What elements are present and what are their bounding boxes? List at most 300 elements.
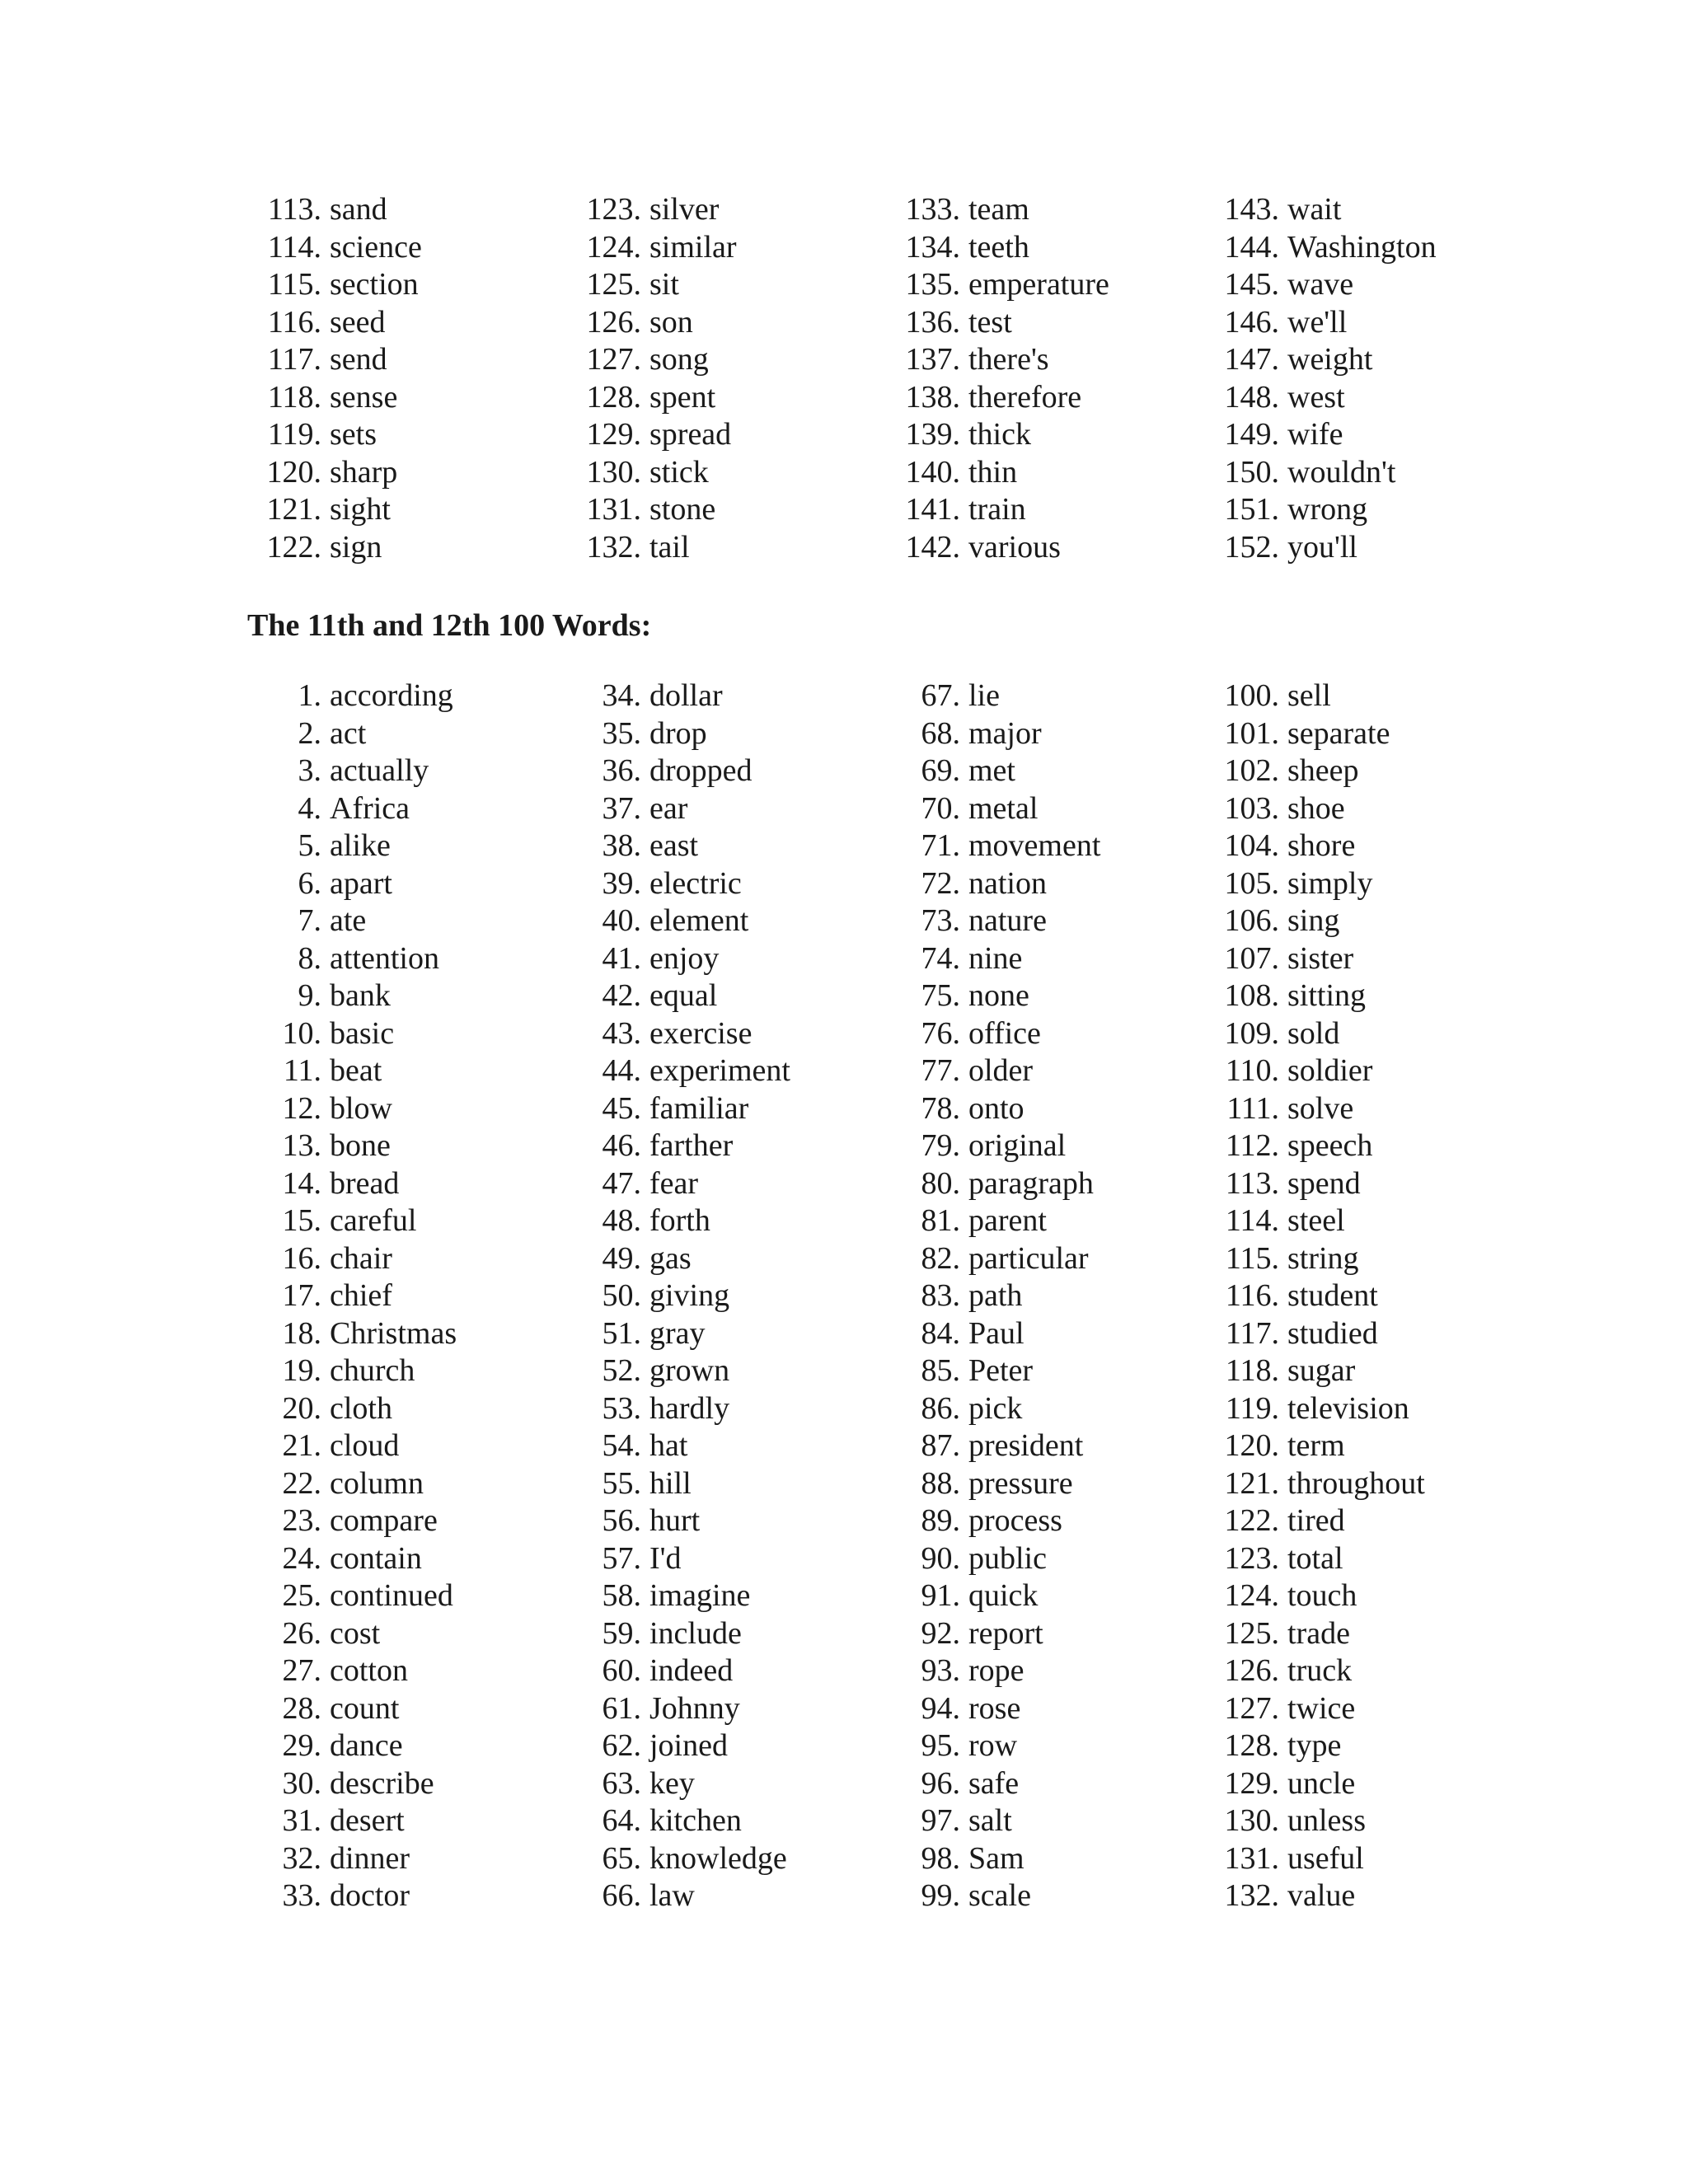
list-item	[1205, 529, 1437, 567]
list-item	[567, 1877, 790, 1915]
item-word: dollar	[649, 678, 723, 713]
item-number: 33.	[282, 1878, 321, 1913]
item-word: imagine	[649, 1578, 751, 1613]
list-item	[886, 266, 1109, 304]
item-number: 125.	[586, 267, 641, 302]
item-number: 16.	[282, 1240, 321, 1276]
list-item	[247, 715, 457, 753]
item-number: 125.	[1224, 1615, 1279, 1651]
list-item	[567, 1277, 790, 1315]
item-word: sit	[649, 267, 679, 302]
item-word: song	[649, 342, 709, 377]
list-item	[567, 1652, 790, 1690]
item-word: nature	[968, 903, 1047, 938]
list-item	[247, 1015, 457, 1053]
item-word: sugar	[1287, 1353, 1356, 1388]
item-word: contain	[330, 1540, 422, 1576]
list-item	[1205, 454, 1437, 492]
item-number: 97.	[921, 1803, 960, 1838]
list-item	[1205, 1540, 1425, 1578]
list-item	[1205, 1877, 1425, 1915]
item-word: major	[968, 715, 1042, 751]
list-item	[886, 304, 1109, 342]
item-word: dinner	[330, 1840, 410, 1876]
list-item	[886, 1127, 1100, 1165]
item-number: 106.	[1224, 903, 1279, 938]
list-item	[886, 1015, 1100, 1053]
list-item	[1205, 1052, 1425, 1090]
list-item	[247, 940, 457, 978]
list-item	[247, 1540, 457, 1578]
list-item	[1205, 790, 1425, 828]
item-word: I'd	[649, 1540, 682, 1576]
item-word: gas	[649, 1240, 692, 1276]
item-word: total	[1287, 1540, 1343, 1576]
item-number: 92.	[921, 1615, 960, 1651]
list-item	[886, 1090, 1100, 1128]
list-item	[886, 1652, 1100, 1690]
item-number: 151.	[1224, 492, 1279, 527]
item-word: truck	[1287, 1653, 1353, 1688]
item-word: simply	[1287, 865, 1373, 901]
item-word: president	[968, 1428, 1084, 1463]
item-number: 61.	[602, 1690, 641, 1726]
item-word: count	[330, 1690, 400, 1726]
list-item	[567, 1802, 790, 1840]
list-item	[886, 1540, 1100, 1578]
item-number: 113.	[1225, 1165, 1279, 1201]
list-item	[567, 491, 737, 529]
item-number: 108.	[1224, 978, 1279, 1013]
list-item	[567, 266, 737, 304]
item-word: throughout	[1287, 1465, 1425, 1501]
list-item	[247, 1652, 457, 1690]
item-number: 116.	[1225, 1278, 1279, 1313]
item-word: student	[1287, 1278, 1378, 1313]
item-number: 146.	[1224, 304, 1279, 340]
list-item	[247, 454, 422, 492]
item-word: attention	[330, 940, 439, 976]
item-number: 15.	[282, 1203, 321, 1238]
list-item	[247, 1090, 457, 1128]
item-word: doctor	[330, 1878, 410, 1913]
top-column-4	[1205, 191, 1437, 566]
list-item	[247, 1165, 457, 1203]
item-word: sense	[330, 379, 398, 415]
list-item	[886, 454, 1109, 492]
item-number: 112.	[1225, 1128, 1279, 1163]
list-item	[886, 1765, 1100, 1803]
item-word: speech	[1287, 1128, 1373, 1163]
list-item	[886, 752, 1100, 790]
item-word: cloud	[330, 1428, 400, 1463]
item-number: 102.	[1224, 753, 1279, 788]
list-item	[567, 1202, 790, 1240]
list-item	[567, 752, 790, 790]
item-number: 119.	[267, 417, 321, 452]
item-number: 40.	[602, 903, 641, 938]
item-word: unless	[1287, 1803, 1366, 1838]
list-item	[567, 1090, 790, 1128]
list-item	[247, 491, 422, 529]
list-item	[1205, 902, 1425, 940]
list-item	[567, 1052, 790, 1090]
item-number: 132.	[586, 529, 641, 565]
item-word: separate	[1287, 715, 1390, 751]
item-word: twice	[1287, 1690, 1356, 1726]
list-item	[886, 416, 1109, 454]
list-item	[1205, 1202, 1425, 1240]
item-word: giving	[649, 1278, 730, 1313]
item-number: 124.	[1224, 1578, 1279, 1613]
item-number: 122.	[1224, 1503, 1279, 1538]
list-item	[567, 827, 790, 865]
list-item	[567, 1502, 790, 1540]
item-number: 69.	[921, 753, 960, 788]
list-item	[567, 1690, 790, 1728]
list-item	[247, 341, 422, 379]
item-number: 27.	[282, 1653, 321, 1688]
list-item	[567, 1765, 790, 1803]
item-word: met	[968, 753, 1015, 788]
item-number: 75.	[921, 978, 960, 1013]
item-word: alike	[330, 828, 391, 863]
item-word: hat	[649, 1428, 688, 1463]
top-column-3	[886, 191, 1109, 566]
item-number: 38.	[602, 828, 641, 863]
item-word: row	[968, 1728, 1018, 1763]
item-word: wait	[1287, 192, 1342, 227]
list-item	[886, 1465, 1100, 1503]
item-number: 114.	[1225, 1203, 1279, 1238]
list-item	[247, 1615, 457, 1653]
item-number: 93.	[921, 1653, 960, 1688]
item-number: 54.	[602, 1428, 641, 1463]
item-number: 135.	[905, 267, 960, 302]
item-word: hill	[649, 1465, 692, 1501]
item-word: hardly	[649, 1390, 730, 1426]
item-number: 25.	[282, 1578, 321, 1613]
item-number: 79.	[921, 1128, 960, 1163]
top-column-1	[247, 191, 422, 566]
item-number: 73.	[921, 903, 960, 938]
item-word: seed	[330, 304, 386, 340]
list-item	[567, 1315, 790, 1353]
list-item	[567, 1540, 790, 1578]
top-column-2	[567, 191, 737, 566]
item-word: solve	[1287, 1090, 1354, 1126]
item-word: dance	[330, 1728, 403, 1763]
item-number: 115.	[1225, 1240, 1279, 1276]
list-item	[567, 677, 790, 715]
item-word: church	[330, 1353, 415, 1388]
item-number: 127.	[586, 342, 641, 377]
list-item	[1205, 1427, 1425, 1465]
item-word: Peter	[968, 1353, 1034, 1388]
list-item	[567, 379, 737, 417]
item-number: 49.	[602, 1240, 641, 1276]
item-word: science	[330, 229, 422, 265]
item-word: particular	[968, 1240, 1089, 1276]
item-word: original	[968, 1128, 1067, 1163]
item-word: wife	[1287, 417, 1343, 452]
list-item	[1205, 1165, 1425, 1203]
list-item	[1205, 266, 1437, 304]
item-word: paragraph	[968, 1165, 1094, 1201]
item-number: 140.	[905, 454, 960, 490]
item-word: older	[968, 1053, 1034, 1088]
item-number: 66.	[602, 1878, 641, 1913]
item-word: law	[649, 1878, 695, 1913]
item-number: 131.	[586, 492, 641, 527]
item-word: test	[968, 304, 1012, 340]
item-number: 37.	[602, 790, 641, 826]
list-item	[1205, 1577, 1425, 1615]
list-item	[1205, 1615, 1425, 1653]
item-number: 85.	[921, 1353, 960, 1388]
item-number: 103.	[1224, 790, 1279, 826]
item-number: 141.	[905, 492, 960, 527]
item-number: 70.	[921, 790, 960, 826]
list-item	[1205, 715, 1425, 753]
item-word: send	[330, 342, 387, 377]
item-number: 65.	[602, 1840, 641, 1876]
list-item	[247, 1577, 457, 1615]
list-item	[886, 1165, 1100, 1203]
item-word: thin	[968, 454, 1018, 490]
list-item	[567, 1240, 790, 1278]
item-word: desert	[330, 1803, 405, 1838]
list-item	[1205, 1502, 1425, 1540]
item-number: 36.	[602, 753, 641, 788]
item-word: tail	[649, 529, 690, 565]
bottom-column-2	[567, 677, 790, 1915]
list-item	[567, 454, 737, 492]
item-number: 20.	[282, 1390, 321, 1426]
item-number: 115.	[267, 267, 321, 302]
list-item	[247, 1352, 457, 1390]
item-word: ate	[330, 903, 367, 938]
item-number: 53.	[602, 1390, 641, 1426]
item-number: 19.	[282, 1353, 321, 1388]
item-word: forth	[649, 1203, 710, 1238]
item-number: 47.	[602, 1165, 641, 1201]
item-number: 80.	[921, 1165, 960, 1201]
item-number: 55.	[602, 1465, 641, 1501]
list-item	[567, 1577, 790, 1615]
item-number: 121.	[266, 492, 321, 527]
item-number: 142.	[905, 529, 960, 565]
item-number: 18.	[282, 1315, 321, 1351]
item-number: 132.	[1224, 1878, 1279, 1913]
item-number: 3.	[298, 753, 321, 788]
list-item	[1205, 304, 1437, 342]
list-item	[247, 529, 422, 567]
item-number: 138.	[905, 379, 960, 415]
bottom-column-1	[247, 677, 457, 1915]
item-word: spend	[1287, 1165, 1361, 1201]
list-item	[1205, 1015, 1425, 1053]
list-item	[886, 191, 1109, 229]
list-item	[886, 1352, 1100, 1390]
list-item	[886, 715, 1100, 753]
item-word: continued	[330, 1578, 453, 1613]
list-item	[247, 1052, 457, 1090]
item-word: studied	[1287, 1315, 1378, 1351]
list-item	[567, 977, 790, 1015]
list-item	[567, 715, 790, 753]
item-word: kitchen	[649, 1803, 742, 1838]
item-number: 14.	[282, 1165, 321, 1201]
list-item	[247, 1502, 457, 1540]
list-item	[247, 1127, 457, 1165]
item-number: 17.	[282, 1278, 321, 1313]
item-word: shoe	[1287, 790, 1345, 826]
list-item	[1205, 1240, 1425, 1278]
list-item	[247, 1390, 457, 1428]
list-item	[1205, 1352, 1425, 1390]
item-number: 120.	[1224, 1428, 1279, 1463]
item-number: 2.	[298, 715, 321, 751]
list-item	[567, 1427, 790, 1465]
item-number: 78.	[921, 1090, 960, 1126]
item-word: blow	[330, 1090, 392, 1126]
list-item	[886, 977, 1100, 1015]
list-item	[247, 416, 422, 454]
list-item	[886, 341, 1109, 379]
list-item	[247, 379, 422, 417]
list-item	[247, 977, 457, 1015]
item-word: west	[1287, 379, 1345, 415]
item-word: silver	[649, 192, 720, 227]
item-number: 111.	[1226, 1090, 1279, 1126]
item-number: 126.	[586, 304, 641, 340]
item-word: television	[1287, 1390, 1409, 1426]
list-item	[567, 1352, 790, 1390]
item-word: equal	[649, 978, 718, 1013]
list-item	[247, 1765, 457, 1803]
list-item	[886, 790, 1100, 828]
item-number: 120.	[266, 454, 321, 490]
item-number: 121.	[1224, 1465, 1279, 1501]
item-number: 32.	[282, 1840, 321, 1876]
item-number: 12.	[282, 1090, 321, 1126]
list-item	[1205, 977, 1425, 1015]
item-word: report	[968, 1615, 1043, 1651]
item-number: 116.	[267, 304, 321, 340]
list-item	[567, 416, 737, 454]
list-item	[247, 752, 457, 790]
item-word: electric	[649, 865, 742, 901]
item-number: 35.	[602, 715, 641, 751]
item-word: trade	[1287, 1615, 1350, 1651]
item-word: sing	[1287, 903, 1340, 938]
list-item	[567, 1727, 790, 1765]
item-word: uncle	[1287, 1765, 1356, 1801]
list-item	[247, 1315, 457, 1353]
item-number: 129.	[1224, 1765, 1279, 1801]
item-number: 95.	[921, 1728, 960, 1763]
list-item	[1205, 1727, 1425, 1765]
list-item	[1205, 940, 1425, 978]
item-word: steel	[1287, 1203, 1345, 1238]
item-number: 81.	[921, 1203, 960, 1238]
item-word: process	[968, 1503, 1062, 1538]
item-number: 23.	[282, 1503, 321, 1538]
item-word: chief	[330, 1278, 392, 1313]
item-number: 89.	[921, 1503, 960, 1538]
item-number: 91.	[921, 1578, 960, 1613]
item-word: basic	[330, 1015, 395, 1051]
item-word: lie	[968, 678, 1000, 713]
list-item	[886, 1690, 1100, 1728]
item-number: 30.	[282, 1765, 321, 1801]
list-item	[886, 1615, 1100, 1653]
item-number: 143.	[1224, 192, 1279, 227]
list-item	[247, 790, 457, 828]
item-number: 77.	[921, 1053, 960, 1088]
list-item	[1205, 491, 1437, 529]
list-item	[1205, 1690, 1425, 1728]
item-word: teeth	[968, 229, 1029, 265]
item-word: Washington	[1287, 229, 1437, 265]
list-item	[247, 1240, 457, 1278]
list-item	[1205, 1390, 1425, 1428]
item-word: rose	[968, 1690, 1021, 1726]
item-word: type	[1287, 1728, 1342, 1763]
list-item	[886, 229, 1109, 267]
item-word: dropped	[649, 753, 753, 788]
list-item	[567, 1465, 790, 1503]
section-heading: The 11th and 12th 100 Words:	[247, 608, 652, 643]
list-item	[886, 1840, 1100, 1878]
item-word: column	[330, 1465, 424, 1501]
list-item	[886, 379, 1109, 417]
item-number: 29.	[282, 1728, 321, 1763]
item-number: 46.	[602, 1128, 641, 1163]
list-item	[886, 1052, 1100, 1090]
item-word: knowledge	[649, 1840, 787, 1876]
list-item	[1205, 1652, 1425, 1690]
list-item	[886, 940, 1100, 978]
list-item	[886, 491, 1109, 529]
list-item	[247, 1427, 457, 1465]
item-number: 76.	[921, 1015, 960, 1051]
item-number: 13.	[282, 1128, 321, 1163]
item-number: 48.	[602, 1203, 641, 1238]
item-number: 128.	[586, 379, 641, 415]
item-number: 152.	[1224, 529, 1279, 565]
list-item	[567, 790, 790, 828]
item-word: act	[330, 715, 367, 751]
item-word: hurt	[649, 1503, 701, 1538]
item-word: stick	[649, 454, 709, 490]
item-number: 5.	[298, 828, 321, 863]
item-word: cost	[330, 1615, 381, 1651]
item-word: public	[968, 1540, 1047, 1576]
item-number: 88.	[921, 1465, 960, 1501]
item-word: thick	[968, 417, 1031, 452]
item-number: 44.	[602, 1053, 641, 1088]
bottom-column-4	[1205, 677, 1425, 1915]
item-word: nation	[968, 865, 1047, 901]
item-number: 90.	[921, 1540, 960, 1576]
list-item	[247, 865, 457, 903]
item-number: 63.	[602, 1765, 641, 1801]
item-number: 50.	[602, 1278, 641, 1313]
item-word: section	[330, 267, 419, 302]
item-number: 24.	[282, 1540, 321, 1576]
